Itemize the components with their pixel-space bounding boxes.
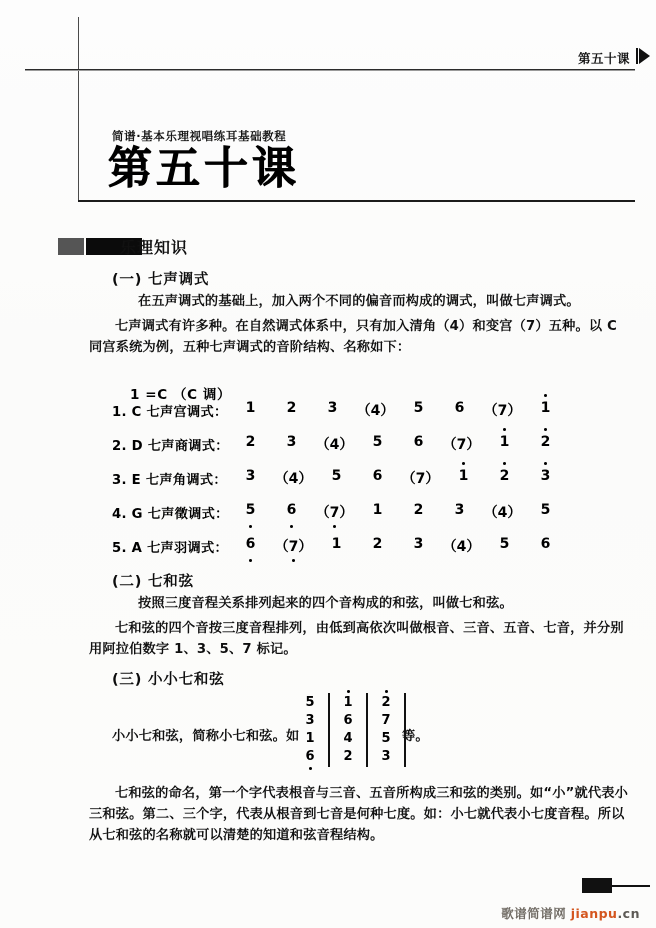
scale-row: [112, 434, 566, 454]
scale-row: [112, 400, 566, 420]
subsection-heading-2: (二) 七和弦: [112, 574, 194, 590]
scale-note: 6: [230, 536, 271, 556]
header-vertical-rule: [78, 17, 79, 201]
chord-note: 2: [343, 749, 353, 764]
chord-barline: [366, 693, 368, 767]
scale-note: 5: [331, 468, 342, 484]
chord-note: 7: [381, 713, 391, 728]
scale-note: （7）: [271, 536, 316, 556]
triangle-right-icon: [639, 48, 650, 64]
chord-note: 5: [381, 731, 391, 746]
scale-note: （4）: [442, 539, 481, 555]
running-header-title: 第五十课: [577, 51, 630, 66]
scale-note: 3: [413, 536, 424, 552]
page-mark-rule: [612, 885, 650, 887]
title-underline-rule: [78, 200, 635, 202]
scale-row: [112, 536, 566, 556]
page-title: 第五十课: [108, 143, 300, 194]
watermark-site-text: jianpu: [570, 906, 618, 921]
scale-note: （4）: [315, 437, 354, 453]
scale-note: 2: [525, 434, 566, 454]
scale-note: （7）: [312, 502, 357, 522]
scale-note: 2: [245, 434, 256, 450]
chord-note: 3: [305, 713, 315, 728]
scale-note: （4）: [356, 403, 395, 419]
scale-note: 1: [525, 400, 566, 420]
scale-note: （7）: [401, 471, 440, 487]
site-watermark: [501, 904, 640, 922]
scale-note: 3: [245, 468, 256, 484]
scale-note: 2: [484, 468, 525, 488]
scale-note: 6: [271, 502, 312, 522]
chord-example-prefix: 小小七和弦，简称小七和弦。如: [112, 729, 300, 744]
scale-row-label: 5. A 七声羽调式：: [112, 541, 228, 556]
scale-note: 3: [286, 434, 297, 450]
chord-example-group: [296, 693, 410, 767]
scale-note: 1: [484, 434, 525, 454]
scale-row-label: 4. G 七声徵调式：: [112, 507, 229, 522]
scale-note: （7）: [442, 437, 481, 453]
chord-note: 1: [341, 694, 355, 712]
scale-note: 1: [372, 502, 383, 518]
chord-note: 3: [381, 749, 391, 764]
scale-note-group: [230, 502, 566, 522]
chord-barline: [328, 693, 330, 767]
scale-note: 2: [286, 400, 297, 416]
scale-note: （4）: [483, 505, 522, 521]
header-bar-mark: [636, 48, 638, 64]
scale-note: 5: [540, 502, 551, 518]
chord-note: 2: [379, 694, 393, 712]
chord-note: 5: [305, 695, 315, 710]
scale-note: 6: [454, 400, 465, 416]
scale-row-label: 1. C 七声宫调式：: [112, 405, 228, 420]
chord-column: [334, 694, 362, 766]
subsection-3-paragraph-1: 七和弦的命名，第一个字代表根音与三音、五音所构成三和弦的类别。如“小”就代表小三和弦。第二、三个字，代表从根音到七音是何种七度。如：小七就代表小七度音程。所以从七和弦的名称就可以清楚的知道和弦音程结构。: [89, 786, 629, 843]
scale-note: （4）: [274, 471, 313, 487]
scale-note: 6: [372, 468, 383, 484]
scale-row-label: 2. D 七声商调式：: [112, 439, 229, 454]
scale-note: 5: [499, 536, 510, 552]
chord-column: [296, 694, 324, 766]
scale-row-label: 3. E 七声角调式：: [112, 473, 227, 488]
chord-note: 6: [303, 748, 317, 766]
watermark-tld-text: .cn: [617, 906, 640, 921]
scale-note: 6: [413, 434, 424, 450]
scale-note-group: [230, 434, 566, 454]
scale-note-group: [230, 468, 566, 488]
scale-note: 3: [454, 502, 465, 518]
scale-note-group: [230, 400, 566, 420]
scale-note: 5: [372, 434, 383, 450]
subsection-2-paragraph-2: 七和弦的四个音按三度音程排列，由低到高依次叫做根音、三音、五音、七音，并分别用阿拉伯数字 1、3、5、7 标记。: [89, 621, 624, 657]
scale-note-group: [230, 536, 566, 556]
subsection-1-paragraph-1: 在五声调式的基础上，加入两个不同的偏音而构成的调式，叫做七声调式。: [138, 294, 580, 309]
chord-column: [372, 694, 400, 766]
chord-note: 1: [305, 731, 315, 746]
scale-note: 5: [230, 502, 271, 522]
subsection-2-paragraph-1: 按照三度音程关系排列起来的四个音构成的和弦，叫做七和弦。: [138, 596, 513, 611]
series-subtitle: 简谱·基本乐理视唱练耳基础教程: [112, 129, 287, 143]
chord-example-suffix: 等。: [402, 729, 429, 744]
subsection-1-paragraph-2: 七声调式有许多种。在自然调式体系中，只有加入清角（4）和变宫（7）五种。以 C 同宫系统为例，五种七声调式的音阶结构、名称如下：: [89, 319, 617, 355]
scale-note: 1: [443, 468, 484, 488]
scale-note: 1: [331, 536, 342, 552]
key-signature-line: 1 =C （C 调）: [130, 387, 232, 403]
scale-note: 2: [372, 536, 383, 552]
scale-note: 6: [540, 536, 551, 552]
watermark-cn-text: 歌谱简谱网: [501, 906, 567, 921]
chord-note: 4: [343, 731, 353, 746]
band-block-gray: [58, 238, 84, 255]
scale-note: 5: [413, 400, 424, 416]
scale-note: 3: [525, 468, 566, 488]
subsection-heading-1: (一) 七声调式: [112, 272, 210, 288]
scale-note: （7）: [483, 403, 522, 419]
header-horizontal-rule-shadow: [25, 70, 635, 71]
scale-row: [112, 468, 566, 488]
scale-row: [112, 502, 566, 522]
scale-note: 1: [245, 400, 256, 416]
scale-note: 2: [413, 502, 424, 518]
section-band-label: 乐理知识: [120, 238, 189, 257]
scale-note: 3: [327, 400, 338, 416]
subsection-heading-3: (三) 小小七和弦: [112, 672, 225, 688]
chord-note: 6: [343, 713, 353, 728]
page-mark-icon: [582, 878, 612, 893]
